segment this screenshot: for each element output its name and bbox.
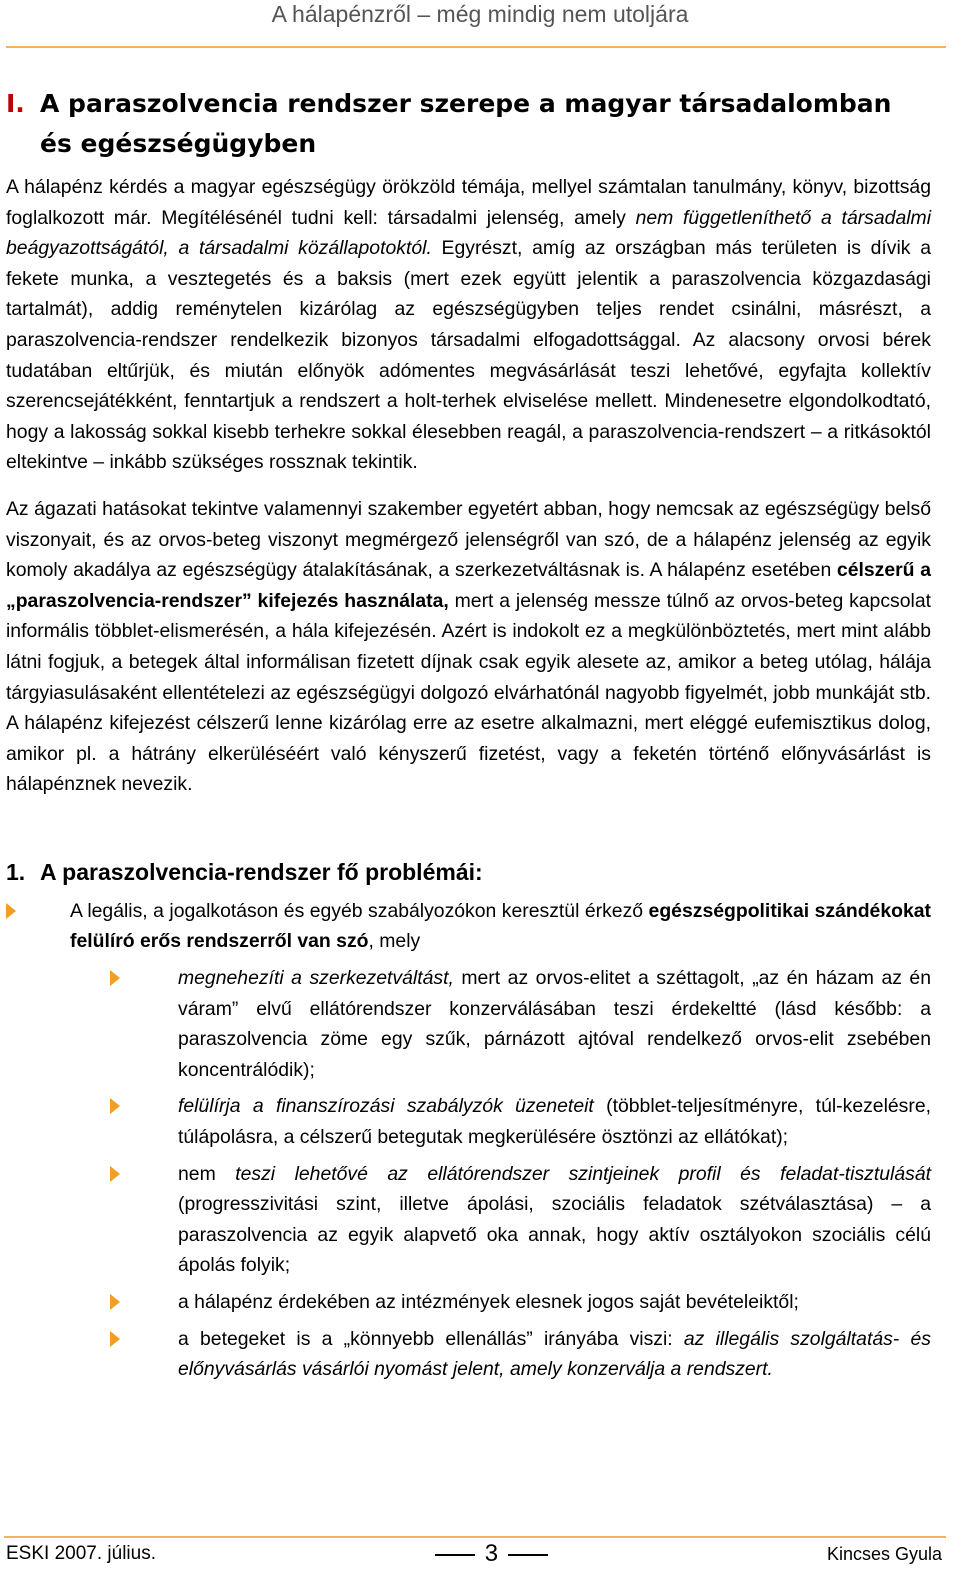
section-heading xyxy=(6,856,931,888)
bullet-lead-bold: egészségpolitikai szándékokat felülíró erős rendszerről van szó xyxy=(70,899,931,953)
bullet-lead xyxy=(6,896,931,957)
running-title: A hálapénzről – még mindig nem utoljára xyxy=(271,1,689,27)
sub-bullet-4-text xyxy=(178,1287,931,1318)
bullet-lead-text xyxy=(70,896,931,957)
sub-bullet-5-text xyxy=(178,1324,931,1385)
page-number-dash-right xyxy=(508,1554,548,1556)
sub-bullet-3-lead: nem xyxy=(178,1162,236,1185)
page-number-dash-left xyxy=(435,1554,475,1556)
bullet-arrow-icon xyxy=(110,1166,120,1182)
page-number-value: 3 xyxy=(484,1540,499,1567)
bullet-arrow-icon xyxy=(110,970,120,986)
paragraph-2-bold: célszerű a „paraszolvencia-rendszer” kifejezés használata, xyxy=(6,559,931,612)
bullet-arrow-icon xyxy=(6,903,16,919)
sub-bullet-5-italic: az illegális szolgáltatás- és előnyvásárlás vásárlói nyomást jelent, amely konzerválja a rendszert. xyxy=(178,1327,931,1381)
header-rule xyxy=(6,46,946,48)
sub-bullet-3-text xyxy=(178,1159,931,1281)
section-title: A paraszolvencia-rendszer fő problémái: xyxy=(40,858,483,885)
paragraph-2-text-1: Az ágazati hatásokat tekintve valamennyi szakember egyetért abban, hogy nemcsak az egészségügy belső viszonyait, és az orvos-beteg viszonyt megmérgező jelenségről van szó, de a hálapénz jelenség az egyik komoly akadálya az egészségügy átalakításának, a szerkezetváltásnak is. A hálapénz esetében xyxy=(6,497,931,582)
bullet-arrow-icon xyxy=(110,1331,120,1347)
chapter-heading xyxy=(6,84,931,164)
paragraph-1-italic: nem függetleníthető a társadalmi beágyazottságától, a társadalmi közállapotoktól. xyxy=(6,206,931,260)
bullet-lead-text-1: A legális, a jogalkotáson és egyéb szabályozókon keresztül érkező xyxy=(70,899,649,922)
sub-bullet-1-rest: mert az orvos-elitet a széttagolt, „az én házam az én váram” elvű ellátórendszer konzerválásában teszi érdekeltté (lásd később: a paraszolvencia zöme egy szűk, párnázott ajtóval rendelkező orvos-elit zsebében koncentrálódik); xyxy=(178,967,931,1081)
page-content xyxy=(6,74,931,1391)
chapter-number: I. xyxy=(6,89,25,118)
chapter-title: A paraszolvencia rendszer szerepe a magyar társadalomban és egészségügyben xyxy=(40,89,892,158)
sub-bullet-2-text xyxy=(178,1091,931,1152)
sub-bullet-2-rest: (többlet-teljesítményre, túl-kezelésre, túlápolásra, a célszerű betegutak megkerülésére ösztönzi az ellátókat); xyxy=(178,1095,931,1149)
sub-bullet-1 xyxy=(110,963,931,1085)
footer-publisher-date: ESKI 2007. július. xyxy=(6,1543,156,1564)
sub-bullet-2-italic: felülírja a finanszírozási szabályzók üzeneteit xyxy=(178,1095,594,1118)
sub-bullet-4 xyxy=(110,1287,931,1318)
sub-bullet-1-italic: megnehezíti a szerkezetváltást, xyxy=(178,967,454,990)
sub-bullet-3 xyxy=(110,1159,931,1281)
sub-bullet-2 xyxy=(110,1091,931,1152)
sub-bullet-3-rest: (progresszivitási szint, illetve ápolási, szociális feladatok szétválasztása) – a paraszolvencia az egyik alapvető oka annak, hogy aktív osztályokon szociális célú ápolás folyik; xyxy=(178,1193,931,1277)
section-number: 1. xyxy=(6,858,26,885)
paragraph-2 xyxy=(6,494,931,800)
footer-rule xyxy=(4,1536,946,1538)
bullet-lead-text-2: , mely xyxy=(368,930,421,953)
sub-bullet-3-italic: teszi lehetővé az ellátórendszer szintjeinek profil és feladat-tisztulását xyxy=(235,1162,932,1185)
paragraph-2-text-2: mert a jelenség messze túlnő az orvos-beteg kapcsolat informális többlet-elismerésén, a hála kifejezésén. Azért is indokolt ez a megkülönböztetés, mert mint alább látni fogjuk, a betegek által informálisan fizetett díjnak csak egyik alesete az, amikor a beteg utólag, hálája tárgyiasulásaként ellentételezi az egészségügyi dolgozó elvárhatónál nagyobb figyelmét, jobb munkáját stb. A hálapénz kifejezést célszerű lenne kizárólag erre az esetre alkalmazni, mert eléggé eufemisztikus dolog, amikor pl. a hátrány elkerüléséért való kényszerű fizetést, vagy a feketén történő előnyvásárlást is hálapénznek nevezik. xyxy=(6,589,931,796)
bullet-arrow-icon xyxy=(110,1294,120,1310)
sub-bullet-4-content: a hálapénz érdekében az intézmények elesnek jogos saját bevételeiktől; xyxy=(178,1291,799,1313)
paragraph-1 xyxy=(6,172,931,478)
footer-author: Kincses Gyula xyxy=(826,1544,942,1564)
page-number xyxy=(425,1540,558,1568)
bullet-arrow-icon xyxy=(110,1098,120,1114)
sub-bullet-1-text xyxy=(178,963,931,1085)
sub-bullet-5-lead: a betegeket is a „könnyebb ellenállás” irányába viszi: xyxy=(178,1327,684,1350)
paragraph-1-text-2: Egyrészt, amíg az országban más területen is dívik a fekete munka, a vesztegetés és a baksis (mert ezek együtt jelentik a paraszolvencia közgazdasági tartalmát), addig reménytelen kizárólag az egészségügyben teljes rendet csinálni, másrészt, a paraszolvencia-rendszer rendelkezik bizonyos társadalmi elfogadottsággal. Az alacsony orvosi bérek tudatában eltűrjük, és miután előnyök adómentes megvásárlását teszi lehetővé, egyfajta kollektív szerencsejátékként, fenntartjuk a rendszert a holt-terhek elviselése mellett. Mindenesetre elgondolkodtató, hogy a lakosság sokkal kisebb terhekre sokkal élesebben reagál, a paraszolvencia-rendszert – a ritkásoktól eltekintve – inkább szükséges rossznak tekintik. xyxy=(6,237,931,474)
paragraph-1-text-1: A hálapénz kérdés a magyar egészségügy örökzöld témája, mellyel számtalan tanulmány, könyv, bizottság foglalkozott már. Megítélésénél tudni kell: társadalmi jelenség, amely xyxy=(6,176,931,229)
page-footer xyxy=(6,1540,942,1568)
running-header xyxy=(0,0,960,46)
sub-bullet-5 xyxy=(110,1324,931,1385)
